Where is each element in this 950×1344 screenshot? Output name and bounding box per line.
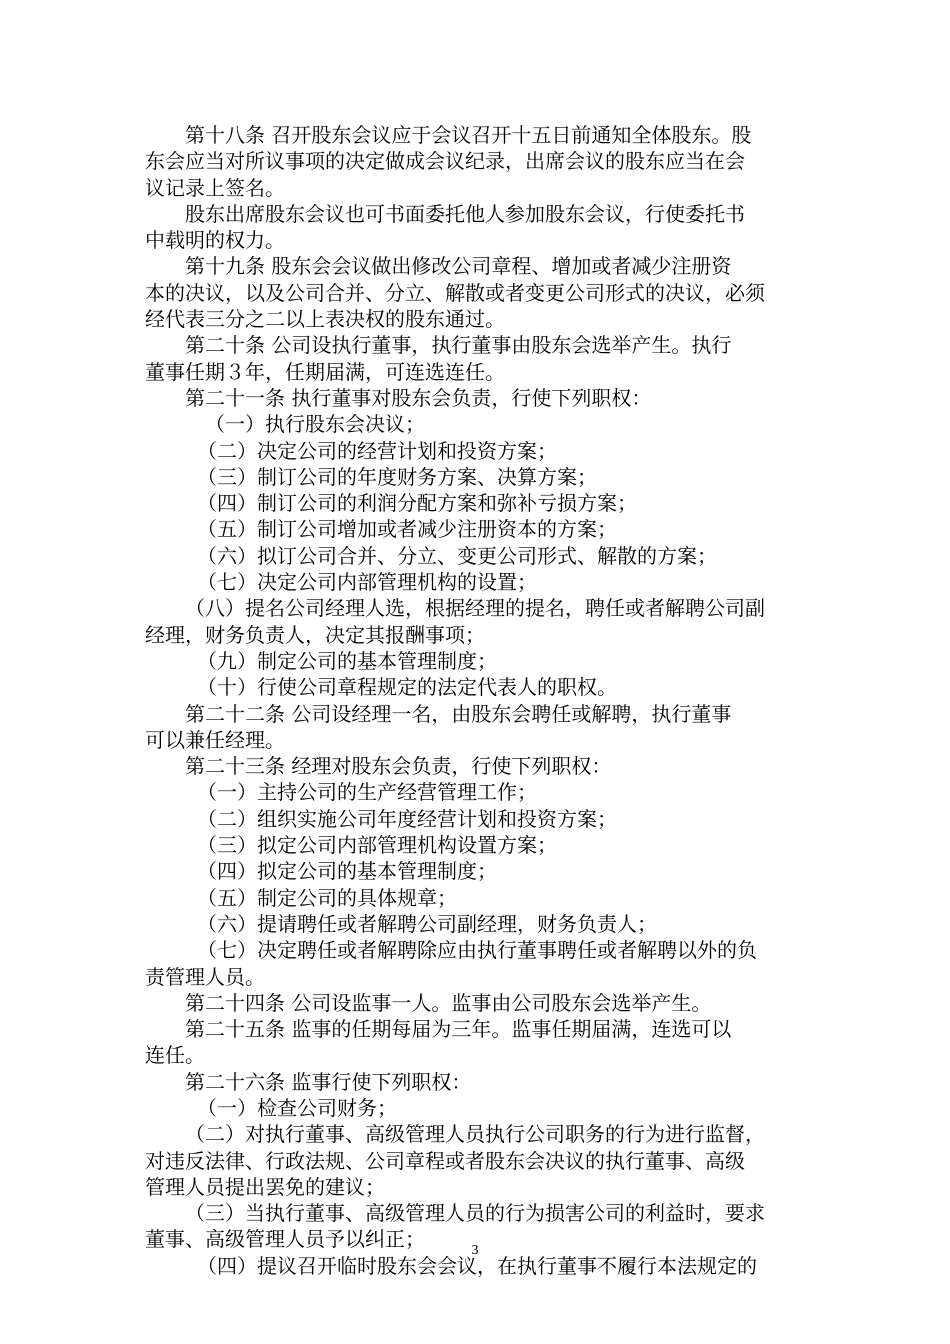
text-line: （一）执行股东会决议； xyxy=(205,412,425,437)
text-line: 第二十六条 监事行使下列职权： xyxy=(185,1069,472,1094)
text-line: （四）制订公司的利润分配方案和弥补亏损方案； xyxy=(197,491,637,516)
document-body xyxy=(145,122,807,1279)
text-line: （七）决定公司内部管理机构的设置； xyxy=(197,570,537,595)
text-line: （二）对执行董事、高级管理人员执行公司职务的行为进行监督， xyxy=(185,1122,765,1147)
text-line: （六）拟订公司合并、分立、变更公司形式、解散的方案； xyxy=(197,543,717,568)
text-line: 对违反法律、行政法规、公司章程或者股东会决议的执行董事、高级 xyxy=(145,1148,745,1173)
text-line: （五）制定公司的具体规章； xyxy=(197,885,457,910)
text-line: 第二十五条 监事的任期每届为三年。监事任期届满，连选可以 xyxy=(185,1017,732,1042)
text-line: （一）检查公司财务； xyxy=(197,1095,397,1120)
text-line: 中载明的权力。 xyxy=(145,228,285,253)
text-line: （七）决定聘任或者解聘除应由执行董事聘任或者解聘以外的负 xyxy=(197,938,757,963)
text-line: 管理人员提出罢免的建议； xyxy=(145,1174,385,1199)
text-line: 东会应当对所议事项的决定做成会议纪录，出席会议的股东应当在会 xyxy=(145,149,745,174)
text-line: 第十九条 股东会会议做出修改公司章程、增加或者减少注册资 xyxy=(185,254,732,279)
text-line: （八）提名公司经理人选，根据经理的提名，聘任或者解聘公司副 xyxy=(185,596,765,621)
text-line: 责管理人员。 xyxy=(145,964,265,989)
text-line: 第二十一条 执行董事对股东会负责，行使下列职权： xyxy=(185,385,652,410)
text-line: （九）制定公司的基本管理制度； xyxy=(197,648,497,673)
text-line: 第二十四条 公司设监事一人。监事由公司股东会选举产生。 xyxy=(185,990,712,1015)
text-line: 可以兼任经理。 xyxy=(145,727,285,752)
text-line: （十）行使公司章程规定的法定代表人的职权。 xyxy=(197,675,617,700)
text-line: 董事任期３年，任期届满，可连选连任。 xyxy=(145,359,505,384)
text-line: 股东出席股东会议也可书面委托他人参加股东会议，行使委托书 xyxy=(185,201,745,226)
text-line: 本的决议，以及公司合并、分立、解散或者变更公司形式的决议，必须 xyxy=(145,280,765,305)
text-line: 第二十二条 公司设经理一名，由股东会聘任或解聘，执行董事 xyxy=(185,701,732,726)
text-line: 经理，财务负责人，决定其报酬事项； xyxy=(145,622,485,647)
text-line: 议记录上签名。 xyxy=(145,175,285,200)
text-line: 经代表三分之二以上表决权的股东通过。 xyxy=(145,307,505,332)
text-line: （五）制订公司增加或者减少注册资本的方案； xyxy=(197,517,617,542)
text-line: （三）拟定公司内部管理机构设置方案； xyxy=(197,833,557,858)
text-line: 连任。 xyxy=(145,1043,205,1068)
text-line: （二）决定公司的经营计划和投资方案； xyxy=(197,438,557,463)
text-line: 第二十三条 经理对股东会负责，行使下列职权： xyxy=(185,754,612,779)
text-line: （六）提请聘任或者解聘公司副经理，财务负责人； xyxy=(197,911,657,936)
text-line: 第二十条 公司设执行董事，执行董事由股东会选举产生。执行 xyxy=(185,333,732,358)
page-number: 3 xyxy=(471,1243,479,1258)
text-line: （三）制订公司的年度财务方案、决算方案； xyxy=(197,464,597,489)
text-line: 董事、高级管理人员予以纠正； xyxy=(145,1227,425,1252)
text-line: （四）拟定公司的基本管理制度； xyxy=(197,859,497,884)
text-line: 第十八条 召开股东会议应于会议召开十五日前通知全体股东。股 xyxy=(185,123,752,147)
text-line: （一）主持公司的生产经营管理工作； xyxy=(197,780,537,805)
text-line: （四）提议召开临时股东会会议，在执行董事不履行本法规定的 xyxy=(197,1253,757,1278)
text-line: （二）组织实施公司年度经营计划和投资方案； xyxy=(197,806,617,831)
text-line: （三）当执行董事、高级管理人员的行为损害公司的利益时，要求 xyxy=(185,1201,765,1226)
